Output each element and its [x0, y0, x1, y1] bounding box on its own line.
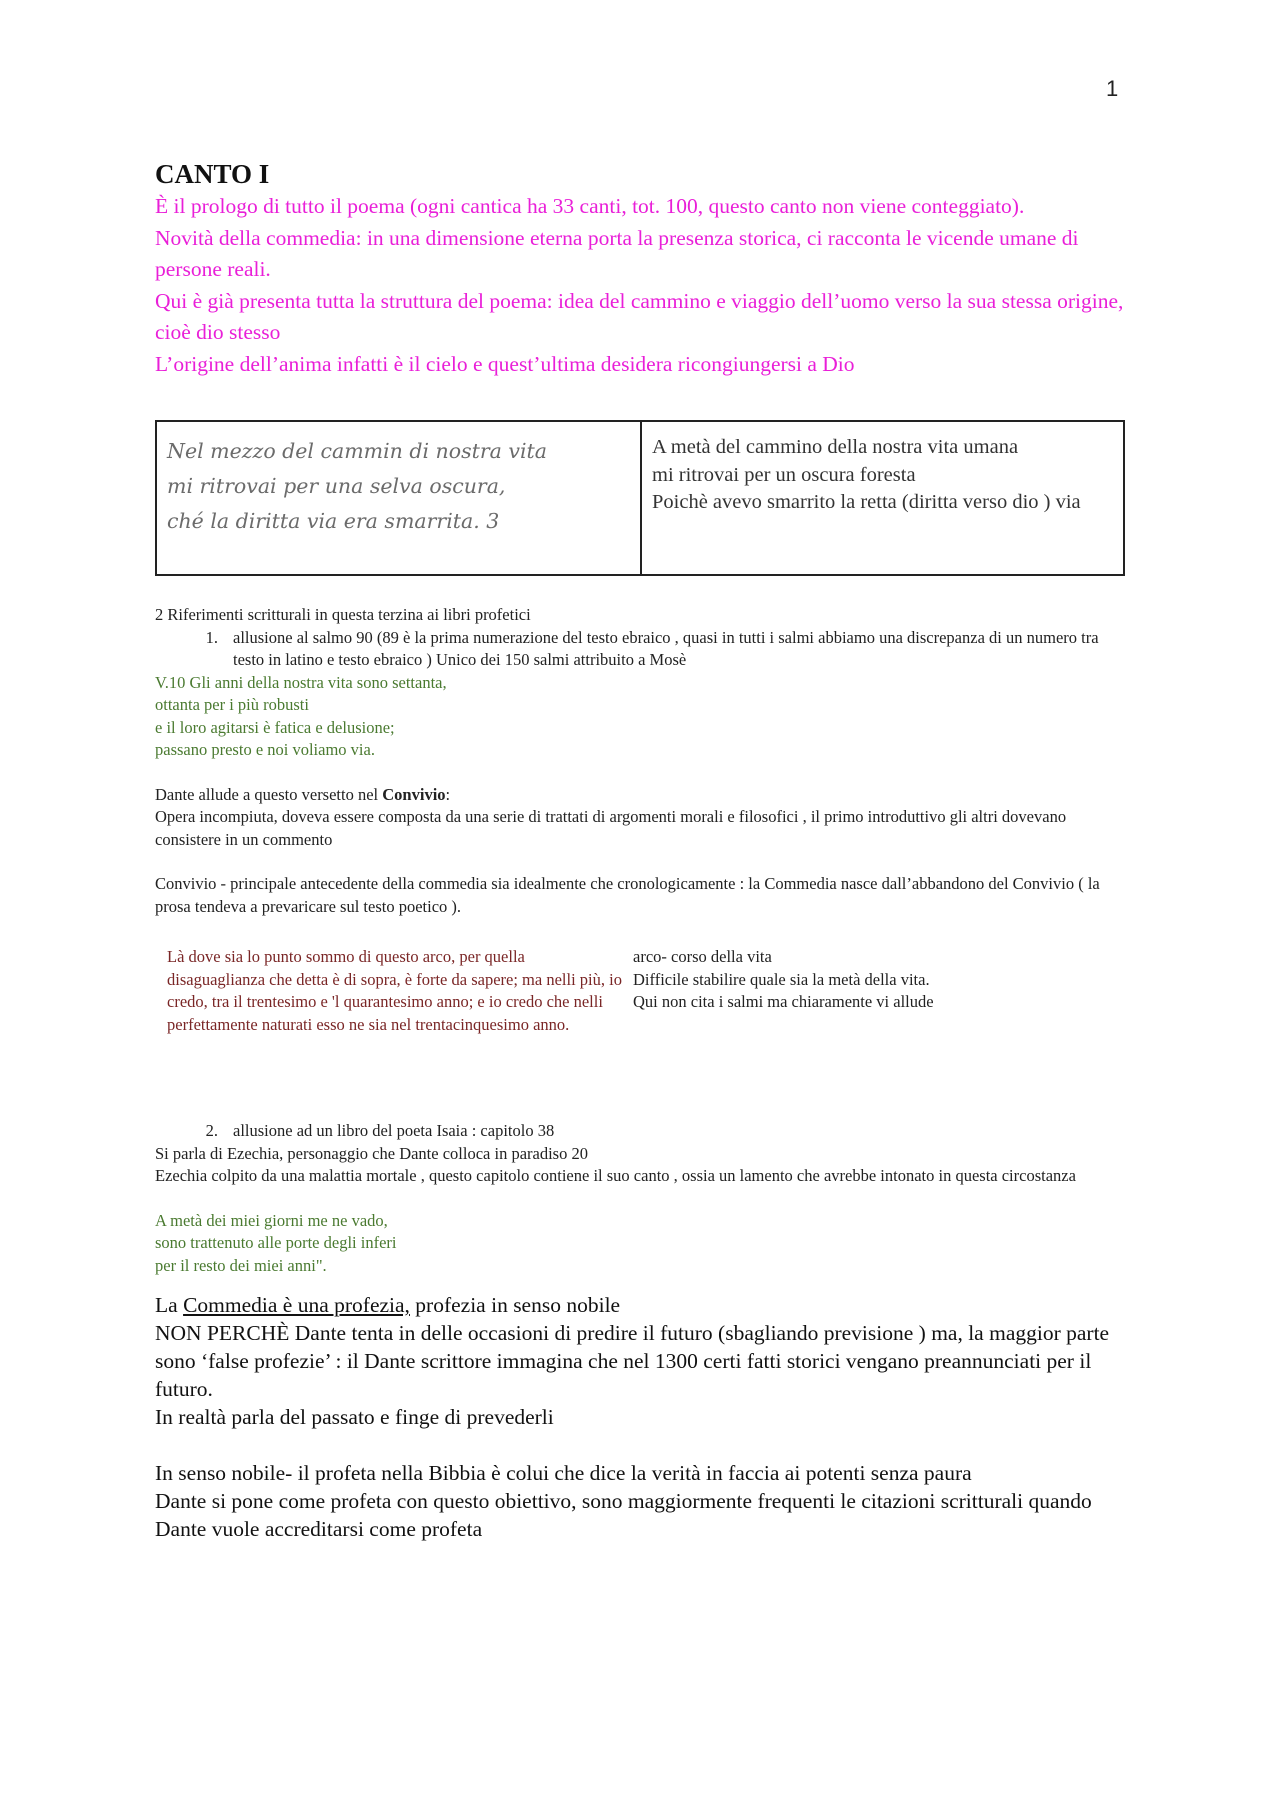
quote-line: ottanta per i più robusti	[155, 695, 309, 714]
translation-line: mi ritrovai per un oscura foresta	[652, 463, 916, 486]
page-number: 1	[1106, 76, 1119, 101]
intro-paragraph: È il prologo di tutto il poema (ogni cantica ha 33 canti, tot. 100, questo canto non viene conteggiato).	[155, 194, 1025, 218]
verse-line: Nel mezzo del cammin di nostra vita	[167, 439, 547, 463]
note-line: arco- corso della vita	[633, 947, 772, 966]
verse-line: mi ritrovai per una selva oscura,	[167, 474, 506, 498]
intro-block	[155, 191, 1125, 380]
profezia-paragraph: In senso nobile- il profeta nella Bibbia è colui che dice la verità in faccia ai potenti senza paura	[155, 1461, 972, 1485]
note-line: Qui non cita i salmi ma chiaramente vi allude	[633, 992, 934, 1011]
translation-line: Poichè avevo smarrito la retta (diritta verso dio ) via	[652, 491, 1081, 513]
ezechia-line: Si parla di Ezechia, personaggio che Dante colloca in paradiso 20	[155, 1143, 588, 1163]
note-line: Difficile stabilire quale sia la metà della vita.	[633, 969, 930, 989]
isaia-quote	[155, 1210, 1125, 1278]
quote-line: passano presto e noi voliamo via.	[155, 740, 375, 759]
underlined-text: Commedia è una profezia,	[183, 1293, 410, 1317]
verse-original-cell	[156, 421, 641, 575]
convivio-bold: Convivio	[382, 784, 446, 804]
convivio-quote-table	[155, 946, 1125, 1036]
intro-paragraph: Novità della commedia: in una dimensione eterna porta la presenza storica, ci racconta le vicende umane di persone reali.	[155, 225, 1079, 281]
psalm-quote	[155, 672, 1125, 762]
intro-paragraph: L’origine dell’anima infatti è il cielo e quest’ultima desidera ricongiungersi a Dio	[155, 351, 855, 376]
convivio-description: Opera incompiuta, doveva essere composta da una serie di trattati di argomenti morali e filosofici , il primo introduttivo gli altri dovevano consistere in un commento	[155, 807, 1067, 849]
references-heading: 2 Riferimenti scritturali in questa terzina ai libri profetici	[155, 605, 531, 624]
list-number: 1.	[205, 627, 218, 647]
page-content	[155, 157, 1125, 1543]
quote-line: A metà dei miei giorni me ne vado,	[155, 1210, 388, 1230]
profezia-paragraph: Dante si pone come profeta con questo obiettivo, sono maggiormente frequenti le citazioni scritturali quando Dante vuole accreditarsi come profeta	[155, 1489, 1092, 1541]
quote-line: V.10 Gli anni della nostra vita sono settanta,	[155, 672, 447, 692]
verse-translation-cell	[641, 421, 1124, 575]
quote-line: e il loro agitarsi è fatica e delusione;	[155, 717, 395, 737]
list-number: 2.	[205, 1121, 218, 1140]
profezia-heading: La Commedia è una profezia, profezia in senso nobile	[155, 1293, 621, 1317]
profezia-paragraph: In realtà parla del passato e finge di prevederli	[155, 1405, 554, 1429]
reference-item-2	[155, 1120, 1125, 1143]
profezia-section	[155, 1291, 1125, 1543]
list-text: allusione al salmo 90 (89 è la prima numerazione del testo ebraico , quasi in tutti i salmi abbiamo una discrepanza di un numero tra testo in latino e testo ebraico ) Unico dei 150 salmi attribuito a Mosè	[233, 627, 1099, 669]
quote-line: sono trattenuto alle porte degli inferi	[155, 1233, 397, 1252]
quote-line: per il resto dei miei anni".	[155, 1255, 327, 1275]
translation-line: A metà del cammino della nostra vita umana	[652, 436, 1019, 458]
list-text: allusione ad un libro del poeta Isaia : capitolo 38	[233, 1121, 555, 1140]
canto-title: CANTO I	[155, 159, 270, 189]
convivio-antecedent: Convivio - principale antecedente della commedia sia idealmente che cronologicamente : la Commedia nasce dall’abbandono del Convivio ( la prosa tendeva a prevaricare sul testo poetico ).	[155, 874, 1100, 916]
ezechia-description: Ezechia colpito da una malattia mortale , questo capitolo contiene il suo canto , ossia un lamento che avrebbe intonato in questa circostanza	[155, 1166, 1076, 1185]
profezia-paragraph: NON PERCHÈ Dante tenta in delle occasioni di predire il futuro (sbagliando previsione ) ma, la maggior parte sono ‘false profezie’ : il Dante scrittore immagina che nel 1300 certi fatti storici vengano preannunciati per il futuro.	[155, 1321, 1110, 1401]
reference-item-1	[155, 627, 1125, 672]
convivio-quote: Là dove sia lo punto sommo di questo arco, per quella disaguaglianza che detta è di sopra, è forte da sapere; ma nelli più, io credo, tra il trentesimo e 'l quarantesimo anno; e io credo che nelli perfettamente naturati esso ne sia nel trentacinquesimo anno.	[167, 947, 622, 1034]
intro-paragraph: Qui è già presenta tutta la struttura del poema: idea del cammino e viaggio dell’uomo verso la sua stessa origine, cioè dio stesso	[155, 288, 1124, 344]
verse-line: ché la diritta via era smarrita. 3	[167, 509, 500, 533]
convivio-intro: Dante allude a questo versetto nel Convivio:	[155, 784, 451, 804]
convivio-notes	[625, 946, 1125, 1036]
verse-table	[155, 420, 1125, 576]
